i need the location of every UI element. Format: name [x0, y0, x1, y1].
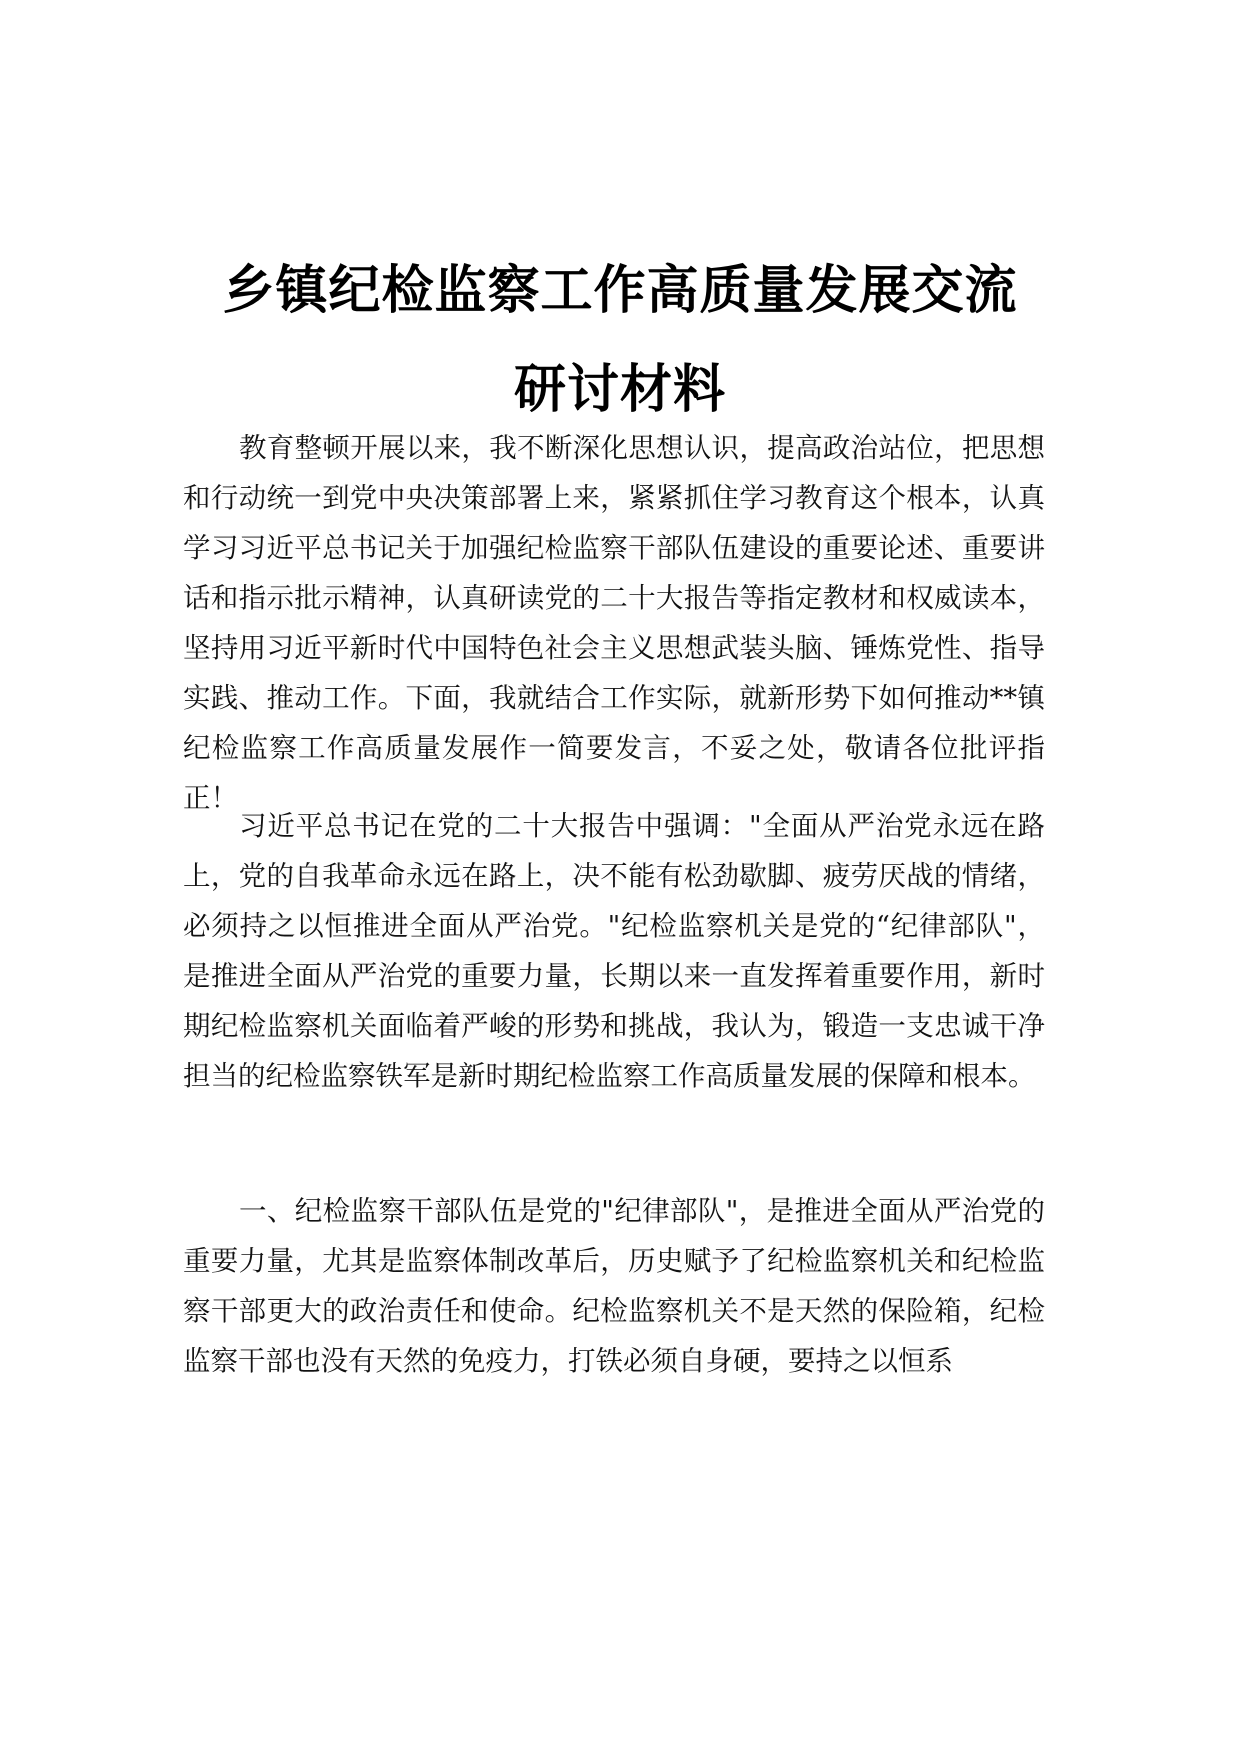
paragraph-section-one: 一、纪检监察干部队伍是党的"纪律部队"，是推进全面从严治党的重要力量，尤其是监察体制改革后，历史赋予了纪检监察机关和纪检监察干部更大的政治责任和使命。纪检监察机关不是天然的保险箱，纪检监察干部也没有天然的免疫力，打铁必须自身硬，要持之以恒系: [183, 1195, 1045, 1377]
paragraph-quote: 习近平总书记在党的二十大报告中强调："全面从严治党永远在路上，党的自我革命永远在路上，决不能有松劲歇脚、疲劳厌战的情绪，必须持之以恒推进全面从严治党。"纪检监察机关是党的“纪律部队"，是推进全面从严治党的重要力量，长期以来一直发挥着重要作用，新时期纪检监察机关面临着严峻的形势和挑战，我认为，锻造一支忠诚干净担当的纪检监察铁军是新时期纪检监察工作高质量发展的保障和根本。: [183, 810, 1045, 1092]
document-title-line-1: 乡镇纪检监察工作高质量发展交流: [222, 260, 1018, 321]
paragraph-intro: 教育整顿开展以来，我不断深化思想认识，提高政治站位，把思想和行动统一到党中央决策部署上来，紧紧抓住学习教育这个根本，认真学习习近平总书记关于加强纪检监察干部队伍建设的重要论述、重要讲话和指示批示精神，认真研读党的二十大报告等指定教材和权威读本，坚持用习近平新时代中国特色社会主义思想武装头脑、锤炼党性、指导实践、推动工作。下面，我就结合工作实际，就新形势下如何推动**镇纪检监察工作高质量发展作一简要发言，不妥之处，敬请各位批评指正！: [183, 432, 1045, 814]
document-title-line-2: 研讨材料: [513, 359, 726, 420]
